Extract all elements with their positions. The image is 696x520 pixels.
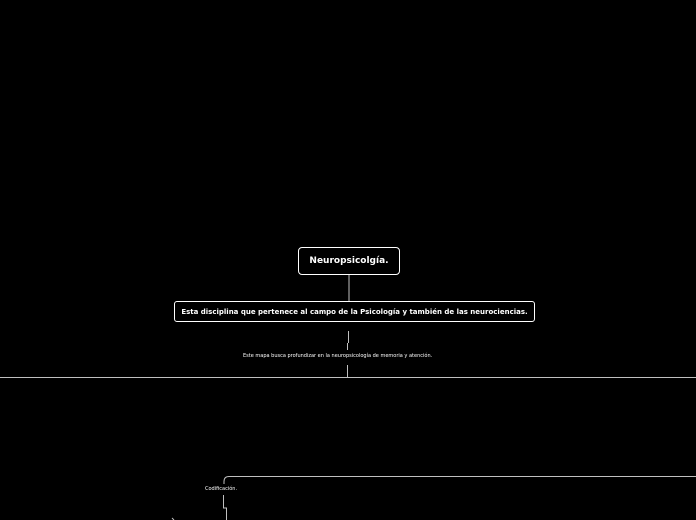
connector-codificacion-branch xyxy=(224,477,696,485)
branch-node-codificacion[interactable]: Codificación. xyxy=(205,486,238,492)
root-node-neuropsicologia[interactable]: Neuropsicolgía. xyxy=(298,247,400,275)
map-description-note[interactable]: Este mapa busca profundizar en la neuropsicología de memoria y atención. xyxy=(243,353,433,359)
connector-codificacion-down xyxy=(224,495,227,520)
discipline-node[interactable]: Esta disciplina que pertenece al campo de la Psicología y también de las neurociencias. xyxy=(174,301,535,322)
